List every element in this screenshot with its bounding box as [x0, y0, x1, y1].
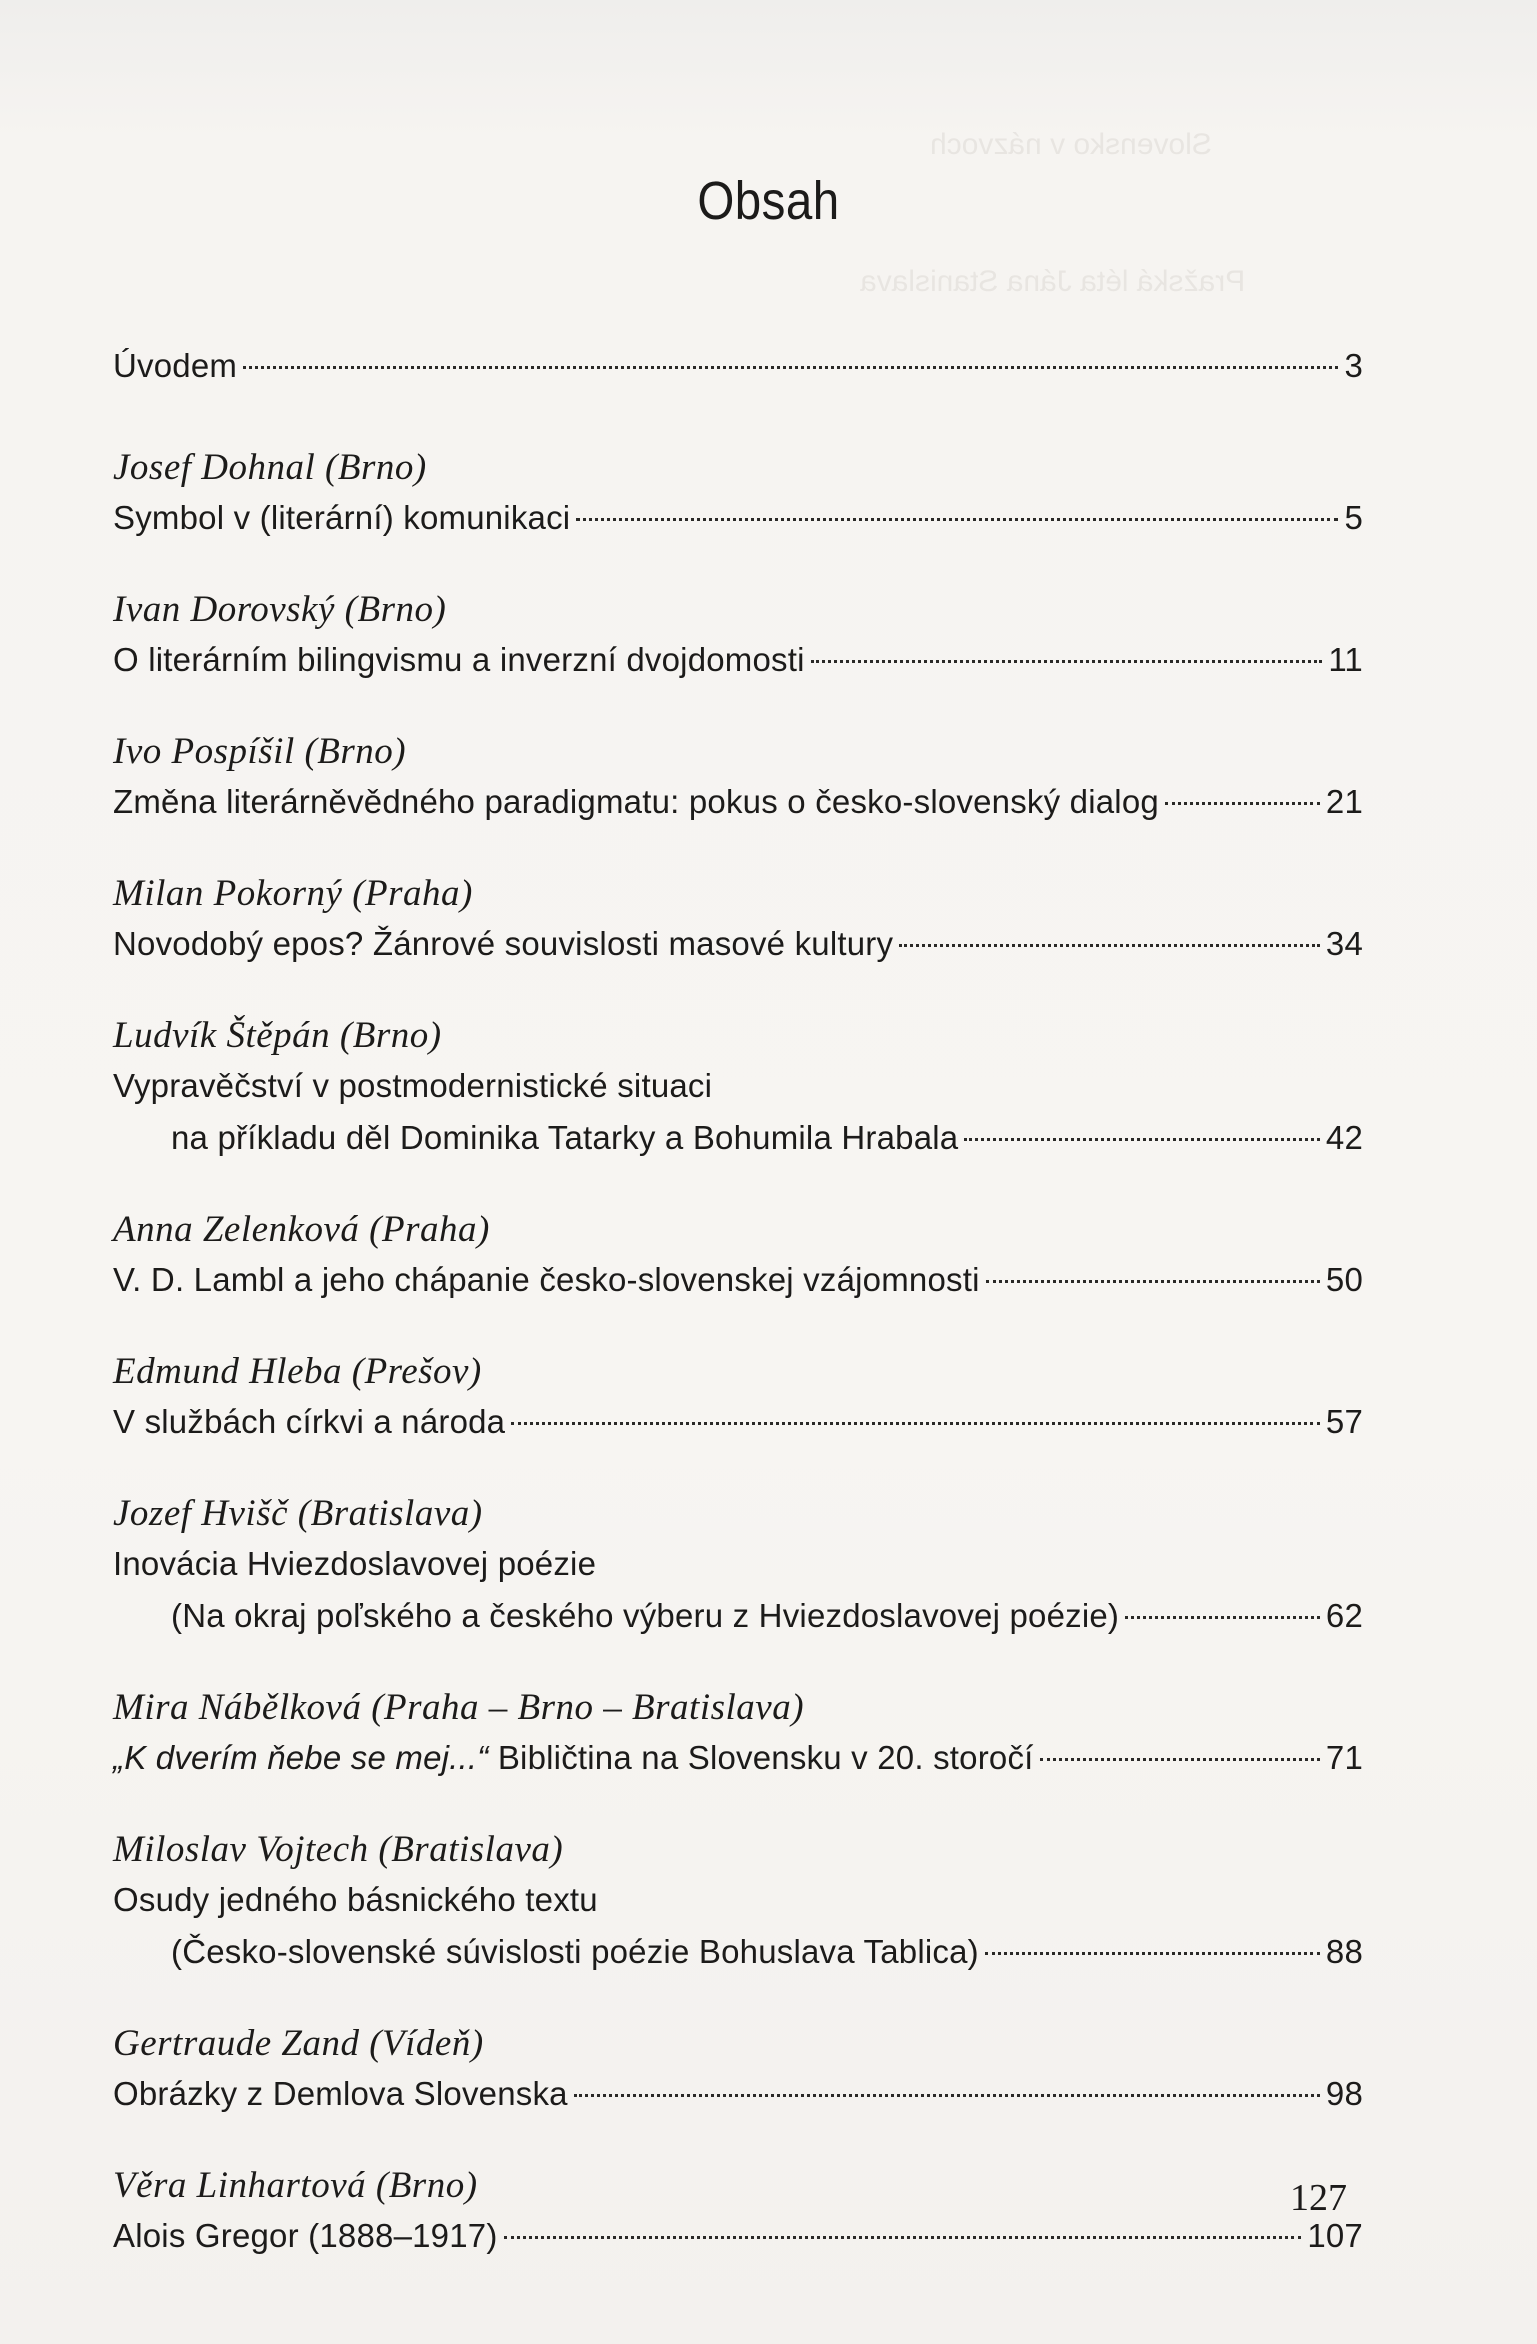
dot-leader	[1125, 1616, 1320, 1619]
toc-page-number: 88	[1325, 1933, 1363, 1970]
toc-entry-title[interactable]: O literárním bilingvismu a inverzní dvojdomosti	[113, 641, 805, 678]
toc-author: Ivan Dorovský (Brno)	[113, 589, 447, 630]
toc-page-number: 5	[1344, 499, 1363, 536]
toc-page-number: 42	[1325, 1119, 1363, 1156]
toc-entry-title[interactable]: V. D. Lambl a jeho chápanie česko-slovenskej vzájomnosti	[113, 1261, 980, 1298]
toc-entry	[113, 1490, 1363, 1642]
dot-leader	[1165, 802, 1320, 805]
toc-entry-title[interactable]: Symbol v (literární) komunikaci	[113, 499, 571, 536]
toc-entry-title[interactable]: Novodobý epos? Žánrové souvislosti masové kultury	[113, 925, 894, 962]
toc-entry	[113, 870, 1363, 970]
show-through-text: Slovensko v názvoch	[930, 128, 1212, 161]
page-title: Obsah	[697, 171, 840, 231]
toc-page-number: 3	[1344, 347, 1363, 384]
toc-entry	[113, 2162, 1363, 2262]
toc-page-number: 98	[1325, 2075, 1363, 2112]
toc-entry-subtitle[interactable]: (Na okraj poľského a českého výberu z Hviezdoslavovej poézie)	[171, 1597, 1120, 1634]
toc-author: Edmund Hleba (Prešov)	[113, 1351, 482, 1392]
toc-entry-subtitle[interactable]: na příkladu děl Dominika Tatarky a Bohumila Hrabala	[171, 1119, 959, 1156]
toc-entry-title[interactable]	[113, 1732, 1034, 1784]
toc-page-number: 107	[1307, 2217, 1363, 2254]
table-of-contents	[113, 340, 1363, 2304]
dot-leader	[511, 1422, 1320, 1425]
dot-leader	[964, 1138, 1320, 1141]
toc-entry-title[interactable]: Vypravěčství v postmodernistické situaci	[113, 1067, 713, 1104]
toc-entry-title[interactable]: Inovácia Hviezdoslavovej poézie	[113, 1545, 597, 1582]
toc-author: Miloslav Vojtech (Bratislava)	[113, 1829, 564, 1870]
toc-entry	[113, 340, 1363, 392]
page-number: 127	[1290, 2177, 1347, 2219]
show-through-text: Pražská léta Jána Stanislava	[860, 265, 1246, 298]
toc-page-number: 21	[1325, 783, 1363, 820]
toc-entry	[113, 1684, 1363, 1784]
toc-page-number: 34	[1325, 925, 1363, 962]
dot-leader	[504, 2236, 1302, 2239]
dot-leader	[986, 1280, 1320, 1283]
toc-entry	[113, 1206, 1363, 1306]
toc-author: Mira Nábělková (Praha – Brno – Bratislava)	[113, 1687, 805, 1728]
toc-entry	[113, 728, 1363, 828]
dot-leader	[985, 1952, 1320, 1955]
toc-entry-quote: „K dverím ňebe se mej...“	[113, 1739, 489, 1776]
toc-entry-subtitle[interactable]: (Česko-slovenské súvislosti poézie Bohuslava Tablica)	[171, 1933, 979, 1970]
toc-author: Ivo Pospíšil (Brno)	[113, 731, 407, 772]
toc-page-number: 50	[1325, 1261, 1363, 1298]
dot-leader	[899, 944, 1320, 947]
toc-author: Ludvík Štěpán (Brno)	[113, 1015, 442, 1056]
toc-entry	[113, 1012, 1363, 1164]
toc-author: Věra Linhartová (Brno)	[113, 2165, 478, 2206]
dot-leader	[811, 660, 1323, 663]
toc-entry-title[interactable]: V službách církvi a národa	[113, 1403, 506, 1440]
toc-entry-title[interactable]: Alois Gregor (1888–1917)	[113, 2217, 498, 2254]
toc-entry	[113, 1348, 1363, 1448]
toc-page-number: 11	[1328, 641, 1363, 678]
toc-entry	[113, 444, 1363, 544]
toc-page-number: 62	[1325, 1597, 1363, 1634]
toc-entry	[113, 2020, 1363, 2120]
toc-entry	[113, 1826, 1363, 1978]
toc-entry-title[interactable]: Osudy jedného básnického textu	[113, 1881, 598, 1918]
toc-page-number: 71	[1325, 1739, 1363, 1776]
toc-author: Gertraude Zand (Vídeň)	[113, 2023, 484, 2064]
dot-leader	[243, 366, 1338, 369]
dot-leader	[1040, 1758, 1320, 1761]
toc-entry-title[interactable]: Úvodem	[113, 347, 238, 384]
toc-entry-title[interactable]: Obrázky z Demlova Slovenska	[113, 2075, 568, 2112]
toc-author: Jozef Hvišč (Bratislava)	[113, 1493, 483, 1534]
toc-author: Anna Zelenková (Praha)	[113, 1209, 490, 1250]
toc-entry	[113, 586, 1363, 686]
toc-author: Milan Pokorný (Praha)	[113, 873, 473, 914]
dot-leader	[574, 2094, 1320, 2097]
toc-entry-title[interactable]: Změna literárněvědného paradigmatu: pokus o česko-slovenský dialog	[113, 783, 1159, 820]
toc-page-number: 57	[1325, 1403, 1363, 1440]
dot-leader	[576, 518, 1338, 521]
toc-author: Josef Dohnal (Brno)	[113, 447, 427, 488]
toc-entry-title-rest: Bibličtina na Slovensku v 20. storočí	[488, 1739, 1034, 1776]
